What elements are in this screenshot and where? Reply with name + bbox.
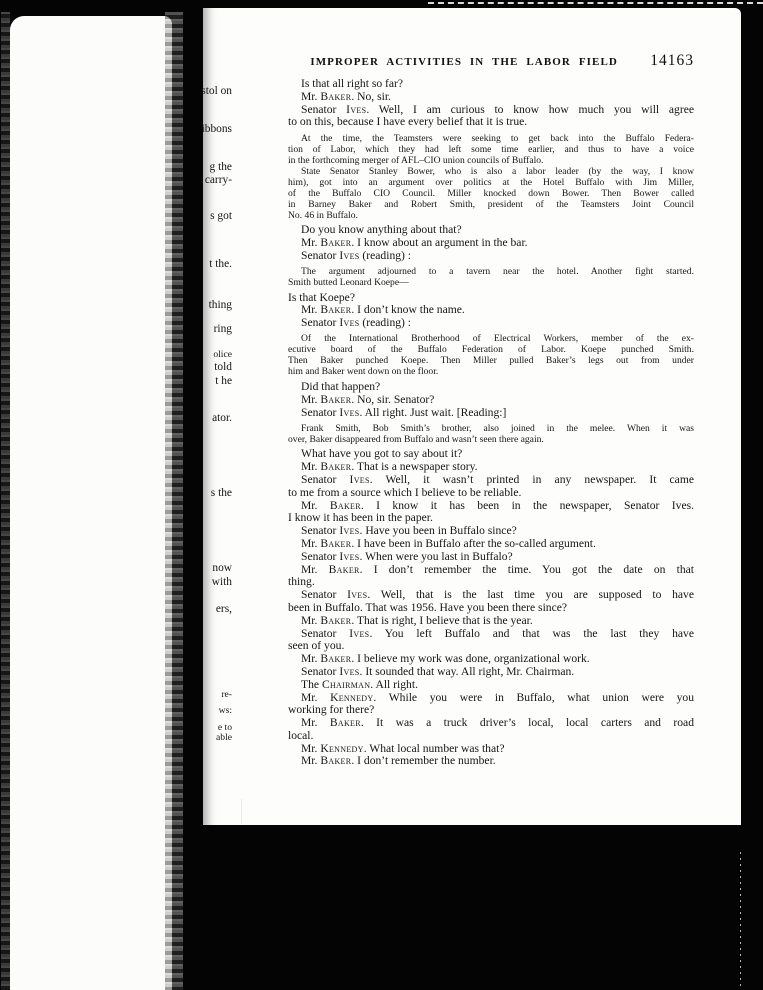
scan-artifact-top-dashes — [428, 2, 763, 4]
left-page-fragment: now — [212, 562, 232, 574]
left-page-fragment: re- — [221, 689, 232, 700]
text-line: Senator Ives. Have you been in Buffalo since? — [301, 524, 517, 538]
header-title: IMPROPER ACTIVITIES IN THE LABOR FIELD — [310, 56, 618, 68]
left-page-edge — [10, 16, 172, 990]
left-page-fragment: e to — [217, 722, 232, 733]
scan-edge-noise-left — [1, 12, 10, 990]
document-page — [203, 8, 741, 825]
text-line: Senator Ives. It sounded that way. All right, Mr. Chairman. — [301, 664, 575, 678]
left-page-fragment: ws: — [218, 705, 232, 716]
text-line: What have you got to say about it? — [301, 447, 463, 461]
text-line: of the Buffalo CIO Council. Miller knocked down Bower. Then Bower called — [288, 187, 694, 199]
left-page-fragment: carry- — [204, 174, 232, 186]
text-line: The Chairman. All right. — [301, 677, 418, 691]
left-page-fragment: s got — [210, 210, 232, 222]
text-line: Senator Ives. Well, I am curious to know how much you will agree — [301, 102, 694, 116]
text-line: Senator Ives. All right. Just wait. [Reading:] — [301, 405, 507, 419]
text-line: Is that Koepe? — [288, 290, 355, 304]
text-line: Mr. Baker. That is a newspaper story. — [301, 460, 478, 474]
text-line: Mr. Baker. I don’t know the name. — [301, 303, 465, 317]
left-page-fragment: olice — [213, 349, 232, 360]
text-line: Smith butted Leonard Koepe— — [288, 277, 409, 289]
text-line: Mr. Baker. No, sir. Senator? — [301, 392, 435, 406]
text-line: The argument adjourned to a tavern near the hotel. Another fight started. — [301, 266, 694, 278]
scan-artifact-dotted-line — [740, 852, 741, 990]
text-line: Mr. Baker. It was a truck driver’s local, local carters and road — [301, 716, 694, 730]
left-page-fragment: thing — [208, 299, 232, 311]
text-line: Senator Ives. Well, that is the last time you are supposed to have — [301, 588, 694, 602]
text-line: No. 46 in Buffalo. — [288, 209, 358, 221]
text-line: seen of you. — [288, 639, 345, 653]
text-line: in Barney Baker and Robert Smith, president of the Teamsters Joint Council — [288, 198, 694, 210]
text-line: Did that happen? — [301, 379, 381, 393]
text-line: Then Baker punched Koepe. Then Miller pulled Baker’s legs out from under — [288, 355, 694, 367]
text-line: to on this, because I have every belief that it is true. — [288, 115, 528, 129]
text-line: Mr. Baker. No, sir. — [301, 89, 391, 103]
text-line: ecutive board of the Buffalo Federation of Labor. Koepe punched Smith. — [288, 344, 694, 356]
text-line: State Senator Stanley Bower, who is also a labor leader (by the way, I know — [301, 165, 694, 177]
left-page-fragment: ers, — [215, 603, 232, 615]
text-line: Senator Ives (reading) : — [301, 316, 412, 330]
left-page-fragment: stol on — [201, 85, 232, 97]
text-line: him), got into an argument over politics at the Hotel Buffalo with Jim Miller, — [288, 176, 694, 188]
text-line: Senator Ives. You left Buffalo and that was the last they have — [301, 626, 694, 640]
left-page-fragment: ring — [213, 323, 232, 335]
page-header — [288, 52, 694, 70]
text-line: Mr. Baker. I know it has been in the newspaper, Senator Ives. — [301, 498, 695, 512]
text-line: working for there? — [288, 703, 375, 717]
page-number: 14163 — [650, 52, 694, 69]
text-line: been in Buffalo. That was 1956. Have you been there since? — [288, 600, 568, 614]
text-line: Mr. Baker. I believe my work was done, organizational work. — [301, 652, 590, 666]
text-line: to me from a source which I believe to be reliable. — [288, 485, 522, 499]
text-line: Mr. Baker. I have been in Buffalo after the so-called argument. — [301, 536, 596, 550]
text-line: Senator Ives. Well, it wasn’t printed in any newspaper. It came — [301, 472, 694, 486]
left-page-fragment: with — [211, 576, 232, 588]
text-line: Of the International Brotherhood of Electrical Workers, member of the ex- — [301, 333, 694, 345]
text-line: over, Baker disappeared from Buffalo and wasn’t seen there again. — [288, 433, 544, 445]
left-page-fragment: ator. — [212, 412, 232, 424]
text-line: thing. — [288, 575, 315, 589]
text-line: Is that all right so far? — [301, 77, 404, 90]
left-page-fragment: told — [214, 361, 232, 373]
text-line: Mr. Kennedy. What local number was that? — [301, 741, 505, 755]
text-line: I know it has been in the paper. — [288, 511, 433, 525]
left-page-fragment: t the. — [209, 258, 232, 270]
scan-artifact-scratch — [241, 799, 242, 824]
text-line: Mr. Baker. I don’t remember the time. You got the date on that — [301, 562, 694, 576]
left-page-fragment: g the — [209, 161, 232, 173]
text-line: local. — [288, 728, 314, 742]
left-page-fragment: s the — [210, 487, 232, 499]
text-line: Mr. Baker. I don’t remember the number. — [301, 754, 496, 768]
text-line: At the time, the Teamsters were seeking to get back into the Buffalo Federa- — [301, 132, 694, 144]
text-line: Frank Smith, Bob Smith’s brother, also joined in the melee. When it was — [301, 422, 694, 434]
text-line: Senator Ives. When were you last in Buffalo? — [301, 549, 513, 563]
text-line: Mr. Baker. That is right, I believe that is the year. — [301, 613, 533, 627]
text-line: Senator Ives (reading) : — [301, 248, 412, 262]
left-page-fragment: able — [216, 732, 232, 743]
text-line: Do you know anything about that? — [301, 223, 462, 237]
text-line: tion of Labor, which they had left some time earlier, and thus to have a voice — [288, 143, 694, 155]
text-line: Mr. Baker. I know about an argument in the bar. — [301, 235, 528, 249]
transcript-text — [288, 78, 694, 768]
text-line: Mr. Kennedy. While you were in Buffalo, what union were you — [301, 690, 694, 704]
left-page-fragment: t he — [215, 375, 232, 387]
text-line: in the forthcoming merger of AFL–CIO union councils of Buffalo. — [288, 154, 544, 166]
text-line: him and Baker went down on the floor. — [288, 366, 439, 378]
left-page-fragment: ibbons — [201, 123, 232, 135]
